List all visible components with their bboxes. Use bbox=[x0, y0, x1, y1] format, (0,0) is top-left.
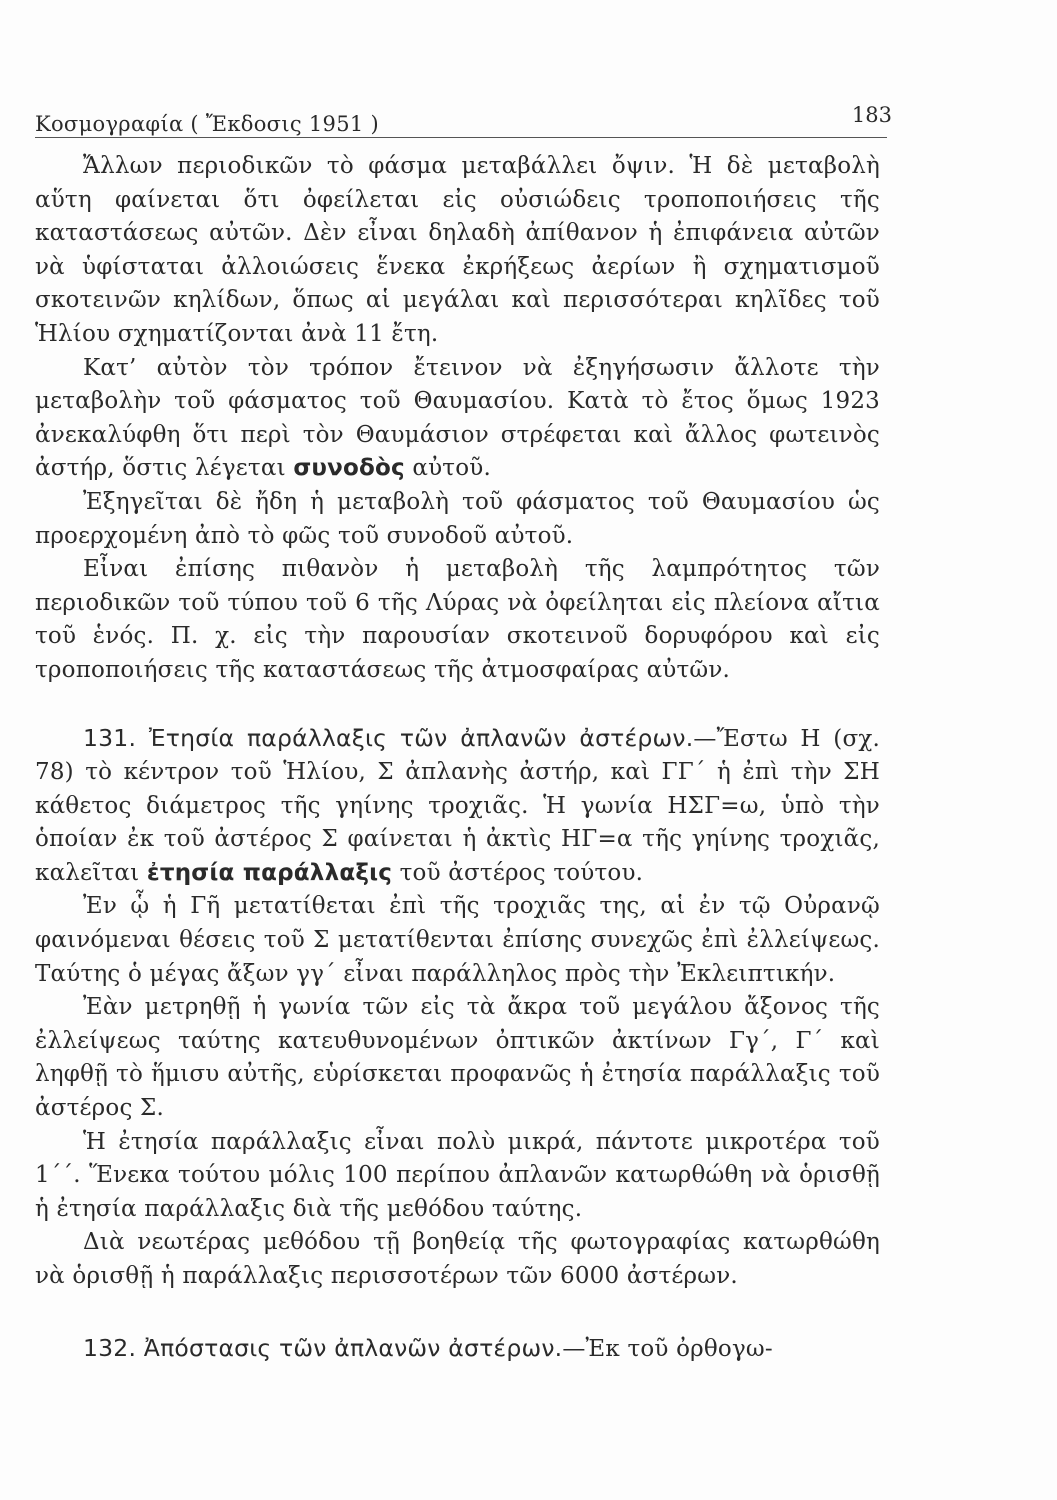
paragraph-measurement: Ἐὰν μετρηθῇ ἡ γωνία τῶν εἰς τὰ ἄκρα τοῦ μεγάλου ἄξονος τῆς ἐλλείψεως ταύτης κατευθυνομένων ὀπτικῶν ἀκτίνων Γγ΄, Γ΄ καὶ ληφθῇ τὸ ἥμισυ αὐτῆς, εὑρίσκεται προφανῶς ἡ ἐτησία παράλλαξις τοῦ ἀστέρος Σ. bbox=[35, 994, 880, 1122]
bold-term-annual-parallax: ἐτησία παράλλαξις bbox=[146, 859, 393, 886]
section-131 bbox=[35, 722, 880, 891]
paragraph-text: τοῦ ἀστέρος τούτου. bbox=[392, 859, 644, 886]
running-header bbox=[35, 103, 892, 138]
page-body bbox=[35, 150, 880, 1366]
section-title: Ἀπόστασις τῶν ἀπλανῶν ἀστέρων. bbox=[136, 1333, 563, 1362]
section-title: Ἐτησία παράλλαξις τῶν ἀπλανῶν ἀστέρων. bbox=[136, 723, 694, 752]
header-title: Κοσμογραφία ( Ἔκδοσις 1951 ) bbox=[35, 112, 379, 136]
paragraph-variable-spectra: Ἄλλων περιοδικῶν τὸ φάσμα μεταβάλλει ὄψιν. Ἡ δὲ μεταβολὴ αὕτη φαίνεται ὅτι ὀφείλεται εἰς οὐσιώδεις τροποποιήσεις τῆς καταστάσεως αὐτῶν. Δὲν εἶναι δηλαδὴ ἀπίθανον ἡ ἐπιφάνεια αὐτῶν νὰ ὑφίσταται ἀλλοιώσεις ἕνεκα ἐκρήξεως ἀερίων ἢ σχηματισμοῦ σκοτεινῶν κηλίδων, ὅπως αἱ μεγάλαι καὶ περισσότεραι κηλῖδες τοῦ Ἡλίου σχηματίζονται ἀνὰ 11 ἔτη. bbox=[35, 153, 880, 347]
page-number: 183 bbox=[851, 103, 892, 127]
paragraph-lyra-variables: Εἶναι ἐπίσης πιθανὸν ἡ μεταβολὴ τῆς λαμπρότητος τῶν περιοδικῶν τοῦ τύπου τοῦ 6 τῆς Λύρας νὰ ὀφείληται εἰς πλείονα αἴτια τοῦ ἑνός. Π. χ. εἰς τὴν παρουσίαν σκοτεινοῦ δορυφόρου καὶ εἰς τροποποιήσεις τῆς καταστάσεως τῆς ἀτμοσφαίρας αὐτῶν. bbox=[35, 556, 880, 683]
bold-term-companion: συνοδὸς bbox=[293, 455, 405, 482]
paragraph-ellipse: Ἐν ᾧ ἡ Γῆ μετατίθεται ἐπὶ τῆς τροχιᾶς της, αἱ ἐν τῷ Οὐρανῷ φαινόμεναι θέσεις τοῦ Σ μετατίθενται ἐπίσης συνεχῶς ἐπὶ ἐλλείψεως. Ταύτης ὁ μέγας ἄξων γγ΄ εἶναι παράλληλος πρὸς τὴν Ἐκλειπτικήν. bbox=[35, 893, 880, 987]
section-number: 131. bbox=[83, 723, 137, 752]
section-132 bbox=[35, 1332, 880, 1367]
paragraph-text: —Ἔστω Η (σχ. 78) τὸ κέντρον τοῦ Ἡλίου, Σ ἀπλανὴς ἀστήρ, καὶ ΓΓ΄ ἡ ἐπὶ τὴν ΣΗ κάθετος διάμετρος τῆς γηίνης τροχιᾶς. Ἡ γωνία ΗΣΓ=ω, ὑπὸ τὴν ὁποίαν ἐκ τοῦ ἀστέρος Σ φαίνεται ἡ ἀκτὶς ΗΓ=α τῆς γηίνης τροχιᾶς, καλεῖται bbox=[35, 725, 880, 886]
paragraph-photography: Διὰ νεωτέρας μεθόδου τῇ βοηθείᾳ τῆς φωτογραφίας κατωρθώθη νὰ ὁρισθῇ ἡ παράλλαξις περισσοτέρων τῶν 6000 ἀστέρων. bbox=[35, 1229, 880, 1289]
paragraph-small-parallax: Ἡ ἐτησία παράλλαξις εἶναι πολὺ μικρά, πάντοτε μικροτέρα τοῦ 1΄΄. Ἕνεκα τούτου μόλις 100 περίπου ἀπλανῶν κατωρθώθη νὰ ὁρισθῇ ἡ ἐτησία παράλλαξις διὰ τῆς μεθόδου ταύτης. bbox=[35, 1128, 880, 1222]
paragraph-text: Κατ’ αὐτὸν τὸν τρόπον ἔτεινον νὰ ἐξηγήσωσιν ἄλλοτε τὴν μεταβολὴν τοῦ φάσματος τοῦ Θαυμασίου. Κατὰ τὸ ἔτος ὅμως 1923 ἀνεκαλύφθη ὅτι περὶ τὸν Θαυμάσιον στρέφεται καὶ ἄλλος φωτεινὸς ἀστήρ, ὅστις λέγεται bbox=[35, 354, 880, 482]
section-number: 132. bbox=[83, 1333, 137, 1362]
paragraph-companion-explanation: Ἐξηγεῖται δὲ ἤδη ἡ μεταβολὴ τοῦ φάσματος τοῦ Θαυμασίου ὡς προερχομένη ἀπὸ τὸ φῶς τοῦ συνοδοῦ αὐτοῦ. bbox=[35, 488, 880, 549]
paragraph-text: αὐτοῦ. bbox=[404, 455, 491, 482]
paragraph-text: —Ἐκ τοῦ ὀρθογω- bbox=[562, 1335, 773, 1362]
paragraph-mira-spectrum bbox=[35, 352, 880, 486]
